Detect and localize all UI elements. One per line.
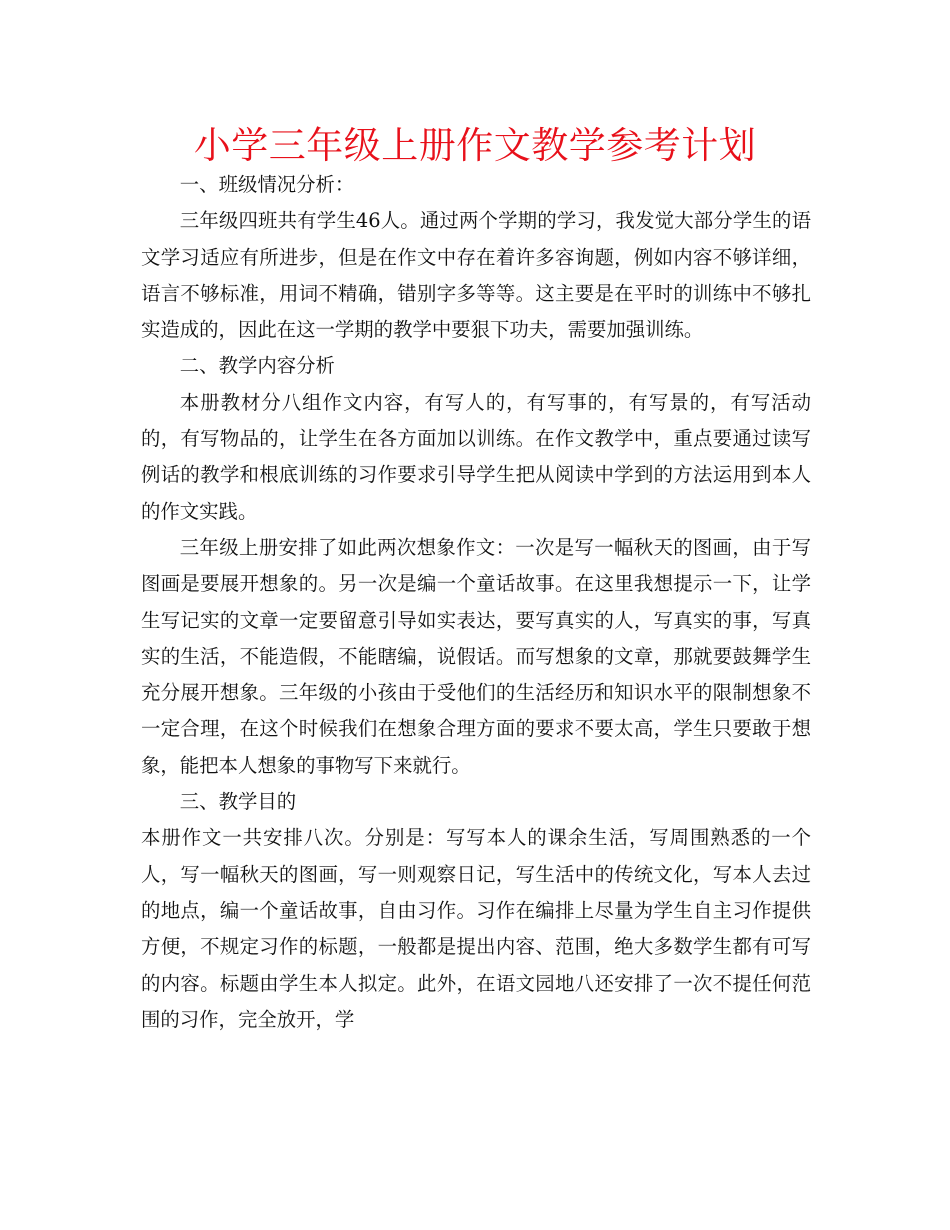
paragraph-imagination-writing: 三年级上册安排了如此两次想象作文：一次是写一幅秋天的图画，由于写图画是要展开想象的。另一次是编一个童话故事。在这里我想提示一下，让学生写记实的文章一定要留意引导如实表达，要写真实的人，写真实的事，写真实的生活，不能造假，不能瞎编，说假话。而写想象的文章，那就要鼓舞学生充分展开想象。三年级的小孩由于受他们的生活经历和知识水平的限制想象不一定合理，在这个时候我们在想象合理方面的要求不要太高，学生只要敢于想象，能把本人想象的事物写下来就行。: [141, 535, 811, 777]
paragraph-content-analysis: 本册教材分八组作文内容，有写人的，有写事的，有写景的，有写活动的，有写物品的，让学生在各方面加以训练。在作文教学中，重点要通过读写例话的教学和根底训练的习作要求引导学生把从阅读中学到的方法运用到本人的作文实践。: [141, 390, 811, 523]
document-title: 小学三年级上册作文教学参考计划: [193, 124, 757, 167]
paragraph-class-analysis: 三年级四班共有学生46人。通过两个学期的学习，我发觉大部分学生的语文学习适应有所进步，但是在作文中存在着许多容询题，例如内容不够详细，语言不够标准，用词不精确，错别字多等等。这主要是在平时的训练中不够扎实造成的，因此在这一学期的教学中要狠下功夫，需要加强训练。: [141, 209, 811, 342]
document-body: [141, 167, 811, 1038]
section-heading-class-analysis: 一、班级情况分析：: [179, 173, 355, 196]
section-heading-content-analysis: 二、教学内容分析: [179, 354, 335, 378]
paragraph-teaching-goals: 本册作文一共安排八次。分别是：写写本人的课余生活，写周围熟悉的一个人，写一幅秋天的图画，写一则观察日记，写生活中的传统文化，写本人去过的地点，编一个童话故事，自由习作。习作在编排上尽量为学生自主习作提供方便，不规定习作的标题，一般都是提出内容、范围，绝大多数学生都有可写的内容。标题由学生本人拟定。此外，在语文园地八还安排了一次不提任何范围的习作，完全放开，学: [141, 826, 811, 1031]
section-heading-teaching-goals: 三、教学目的: [179, 790, 297, 814]
